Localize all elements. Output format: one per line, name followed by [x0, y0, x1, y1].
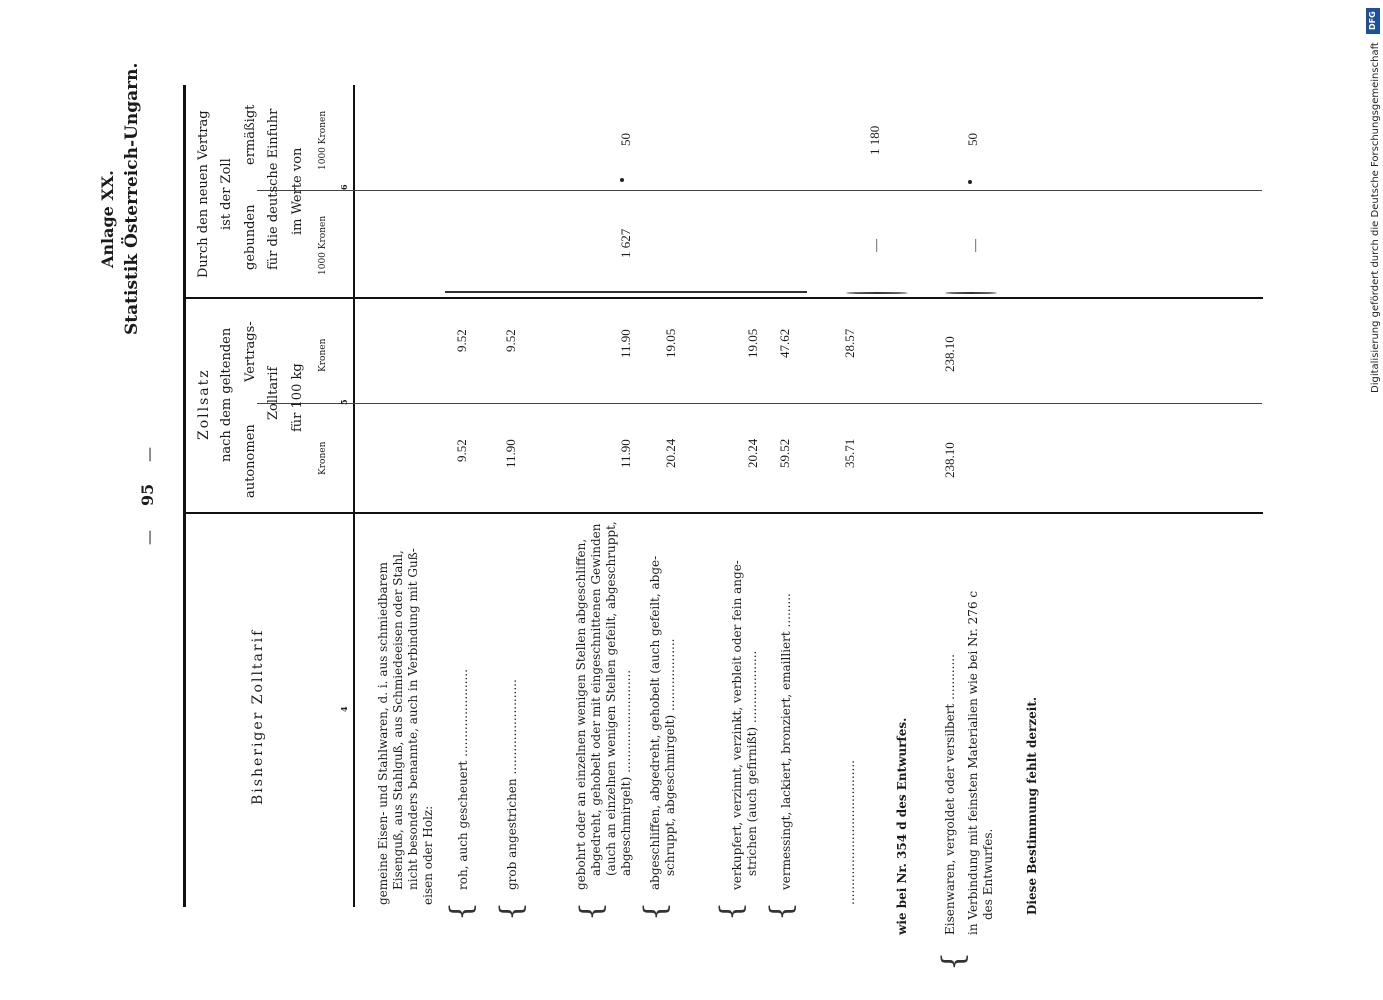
rule-header	[353, 85, 355, 907]
row-brace: {	[494, 901, 530, 922]
value-bound: —	[868, 239, 883, 252]
col5-title: Zollsatz	[196, 368, 212, 440]
value-contract: 238.10	[942, 336, 957, 372]
col5-unit-a: Kronen	[318, 441, 328, 475]
col5-contract-2: Zolltarif	[266, 366, 281, 420]
row-label: wie bei Nr. 354 d des Entwurfes.	[895, 717, 909, 935]
value-autonomous: 238.10	[942, 442, 957, 478]
sep-col4-col5	[185, 512, 1263, 514]
value-reduced: 50	[618, 133, 633, 146]
row-label: schruppt, abgeschmirgelt) ...................	[663, 638, 677, 876]
bullet-mark	[968, 180, 972, 184]
annex-label: Anlage XX.	[98, 170, 117, 268]
row-label: ......................................	[843, 760, 857, 905]
value-bound: —	[967, 239, 982, 252]
row-label: des Entwurfes.	[981, 828, 995, 920]
tilde-mark	[945, 292, 997, 294]
annex-title: Statistik Österreich-Ungarn.	[122, 62, 142, 335]
row-intro-line: eisen oder Holz:	[421, 805, 435, 905]
dfg-logo-text: DFG	[1368, 11, 1377, 30]
col5-unit-b: Kronen	[318, 338, 328, 372]
row-label: abgeschmirgelt) ...........................	[619, 669, 633, 876]
col5-per-100kg: für 100 kg	[290, 363, 305, 432]
bracket-line-a	[445, 291, 807, 293]
value-contract: 9.52	[454, 329, 469, 352]
value-autonomous: 59.52	[777, 438, 792, 468]
col-number-5: 5	[339, 399, 349, 405]
row-label: Eisenwaren, vergoldet oder versilbert ............	[943, 654, 957, 935]
row-label: Diese Bestimmung fehlt derzeit.	[1025, 696, 1039, 915]
col6-bound: gebunden	[243, 204, 258, 270]
row-intro-line: gemeine Eisen- und Stahlwaren, d. i. aus schmiedbarem	[376, 562, 390, 905]
row-brace: {	[936, 951, 972, 972]
sep-col6-inner	[257, 190, 1262, 191]
row-label: roh, auch gescheuert .......................	[456, 669, 470, 890]
col6-line4: für die deutsche Einfuhr	[266, 108, 281, 270]
col6-line1: Durch den neuen Vertrag	[196, 110, 211, 278]
value-contract: 28.57	[842, 328, 857, 358]
col-number-6: 6	[339, 184, 349, 190]
row-intro-line: Eisenguß, aus Stahlguß, aus Schmiedeeisen oder Stahl,	[391, 550, 405, 890]
row-brace: {	[638, 901, 674, 922]
row-brace: {	[714, 901, 750, 922]
row-label: verkupfert, verzinnt, verzinkt, verbleit oder fein ange-	[730, 560, 744, 890]
value-bound: 1 627	[618, 228, 633, 258]
value-contract: 19.05	[745, 328, 760, 358]
value-contract: 19.05	[663, 328, 678, 358]
col4-header: Bisheriger Zolltarif	[250, 628, 266, 805]
value-contract: 11.90	[618, 329, 633, 358]
digitization-credit: Digitalisierung gefördert durch die Deutsche Forschungsgemeinschaft	[1370, 42, 1381, 393]
row-label: abgedreht, gehobelt oder mit eingeschnittenen Gewinden	[589, 523, 603, 876]
row-brace: {	[444, 901, 480, 922]
value-autonomous: 20.24	[663, 438, 678, 468]
value-autonomous: 20.24	[745, 438, 760, 468]
col6-unit-a: 1000 Kronen	[318, 215, 328, 275]
row-label: in Verbindung mit feinsten Materialien wie bei Nr. 276 c	[966, 590, 980, 935]
value-contract: 47.62	[777, 328, 792, 358]
row-label: vermessingt, lackiert, bronziert, emailliert .........	[779, 593, 793, 890]
col5-line2: nach dem geltenden	[219, 327, 234, 462]
value-contract: 9.52	[503, 329, 518, 352]
sep-col5-inner	[257, 403, 1262, 404]
col5-autonomous: autonomen	[243, 424, 258, 498]
col6-line5: im Werte von	[290, 147, 305, 235]
col6-line2: ist der Zoll	[219, 158, 234, 230]
row-brace: {	[574, 901, 610, 922]
col6-unit-b: 1000 Kronen	[318, 110, 328, 170]
row-label: grob angestrichen .........................	[505, 679, 519, 890]
value-autonomous: 11.90	[618, 439, 633, 468]
dfg-logo	[1366, 8, 1380, 34]
value-autonomous: 11.90	[503, 439, 518, 468]
value-autonomous: 35.71	[842, 438, 857, 468]
value-autonomous: 9.52	[454, 439, 469, 462]
sep-col5-col6	[185, 297, 1263, 299]
bullet-mark	[620, 178, 624, 182]
row-intro-line: nicht besonders benannte, auch in Verbindung mit Guß-	[406, 548, 420, 890]
value-reduced: 1 180	[867, 125, 882, 155]
row-label: strichen (auch gefirnißt) ...................	[745, 650, 759, 876]
value-reduced: 50	[965, 133, 980, 146]
page-number: 95	[138, 483, 157, 506]
tilde-mark	[846, 292, 908, 294]
row-label: gebohrt oder an einzelnen wenigen Stellen abgeschliffen,	[574, 538, 588, 890]
dash-left: —	[140, 530, 158, 545]
rule-top	[183, 85, 186, 907]
col6-reduced: ermäßigt	[243, 104, 258, 165]
row-label: (auch an einzelnen wenigen Stellen gefeilt, abgeschruppt,	[604, 521, 618, 876]
row-brace: {	[764, 901, 800, 922]
dash-right: —	[140, 447, 158, 462]
row-label: abgeschliffen, abgedreht, gehobelt (auch gefeilt, abge-	[648, 555, 662, 890]
col-number-4: 4	[339, 706, 349, 712]
col5-contract: Vertrags-	[243, 321, 258, 382]
